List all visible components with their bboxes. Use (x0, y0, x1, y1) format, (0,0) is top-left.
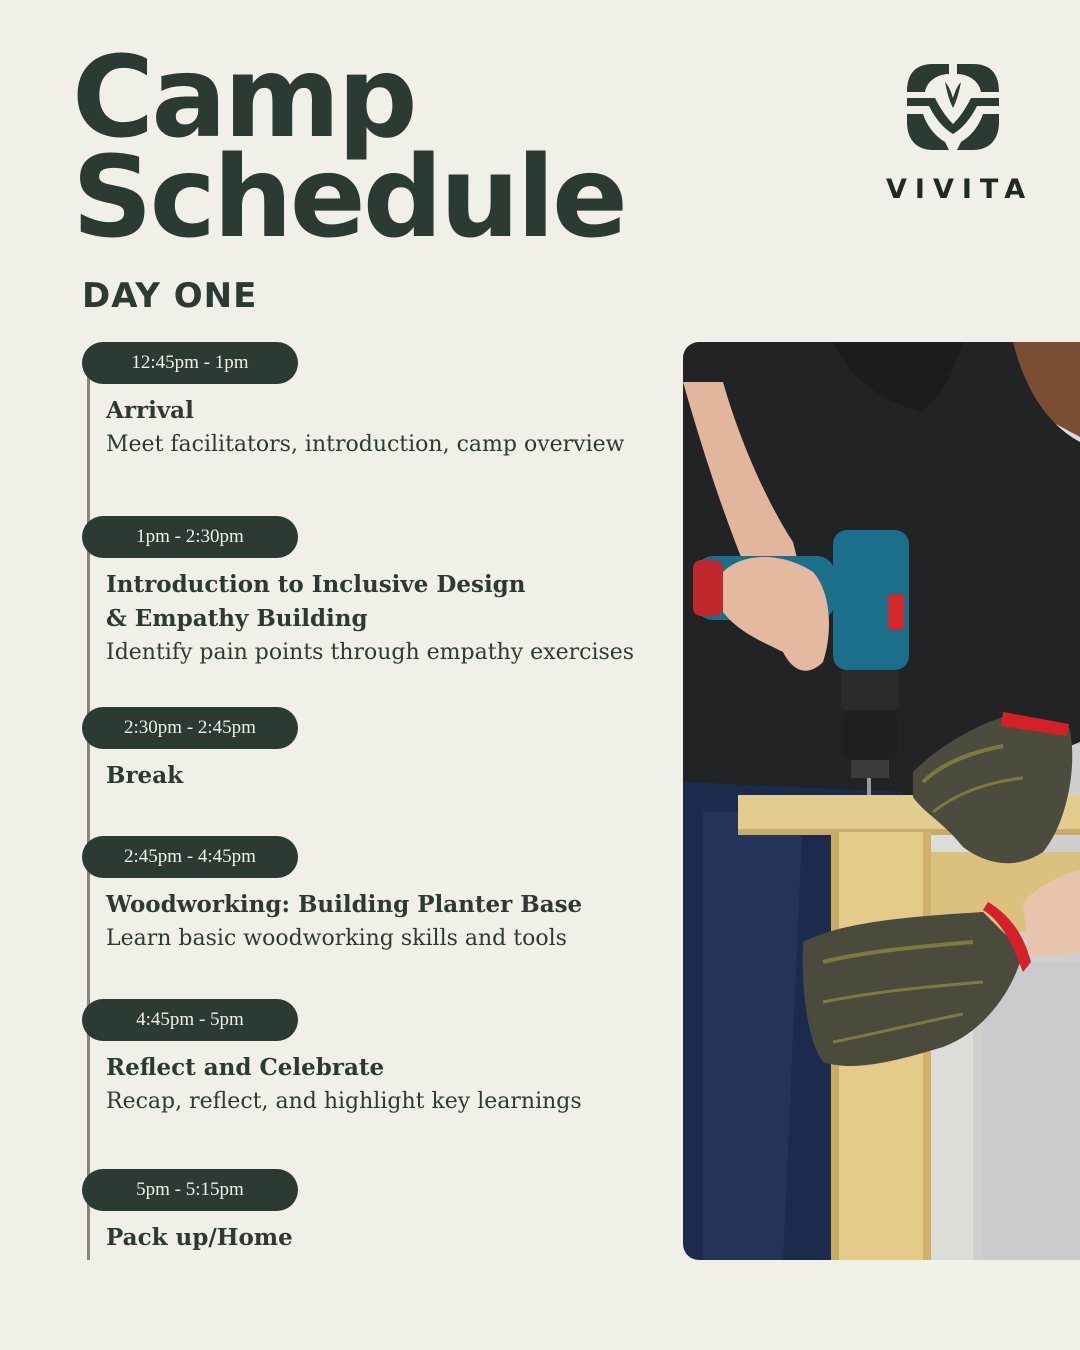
brand-logo (880, 62, 1034, 205)
time-pill: 4:45pm - 5pm (82, 999, 298, 1041)
vivita-leaf-logo-icon (905, 62, 1001, 152)
schedule-item-break (82, 707, 298, 793)
brand-name: VIVITA (886, 174, 1034, 205)
schedule-item-arrival (82, 342, 624, 462)
session-description: Identify pain points through empathy exercises (106, 640, 635, 665)
session-title: Reflect and Celebrate (106, 1054, 385, 1081)
session-title: Break (106, 762, 184, 789)
session-title: Introduction to Inclusive Design & Empathy Building (106, 571, 526, 632)
time-pill: 5pm - 5:15pm (82, 1169, 298, 1211)
title-line-2: Schedule (72, 133, 626, 263)
session-title: Pack up/Home (106, 1224, 293, 1251)
title-line-1: Camp (72, 33, 415, 163)
time-pill: 2:45pm - 4:45pm (82, 836, 298, 878)
time-pill: 1pm - 2:30pm (82, 516, 298, 558)
session-title: Woodworking: Building Planter Base (106, 891, 583, 918)
schedule-item-inclusive-design (82, 516, 634, 670)
day-heading: DAY ONE (82, 276, 258, 316)
schedule-item-reflect (82, 999, 582, 1119)
time-pill: 2:30pm - 2:45pm (82, 707, 298, 749)
session-description: Recap, reflect, and highlight key learnings (106, 1089, 582, 1114)
schedule-item-pack-up (82, 1169, 298, 1255)
timeline-line (87, 362, 90, 1260)
time-pill: 12:45pm - 1pm (82, 342, 298, 384)
session-description: Learn basic woodworking skills and tools (106, 926, 567, 951)
page-title (72, 33, 626, 263)
woodworking-photo (683, 342, 1080, 1260)
drill-photo-illustration (683, 342, 1080, 1260)
session-title: Arrival (106, 397, 194, 424)
session-description: Meet facilitators, introduction, camp overview (106, 432, 625, 457)
schedule-item-woodworking (82, 836, 582, 956)
